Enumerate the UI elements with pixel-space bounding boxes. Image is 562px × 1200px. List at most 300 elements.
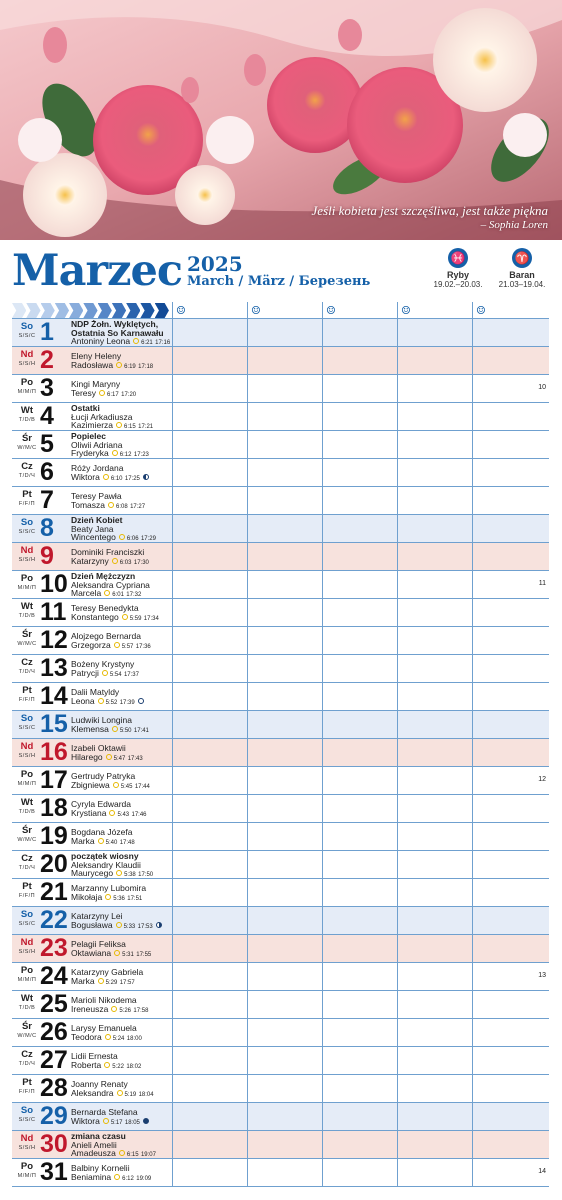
sunset-time: 18:05 bbox=[124, 1119, 140, 1126]
note-cell[interactable] bbox=[472, 851, 549, 878]
note-cell[interactable] bbox=[172, 599, 247, 626]
names-text: Izabeli Oktawii bbox=[71, 743, 126, 753]
note-cell[interactable] bbox=[322, 991, 397, 1018]
note-cell[interactable] bbox=[247, 1131, 322, 1158]
weekday-abbreviations: S/S/Н bbox=[18, 557, 36, 563]
note-cell[interactable] bbox=[172, 683, 247, 710]
note-cell[interactable] bbox=[397, 543, 472, 570]
weekday-name: Nd bbox=[20, 1133, 34, 1144]
name-day-line bbox=[71, 1005, 171, 1016]
weekday-abbreviations: W/M/С bbox=[17, 837, 37, 843]
note-cell[interactable] bbox=[247, 963, 322, 990]
note-cell[interactable] bbox=[397, 991, 472, 1018]
note-cell[interactable] bbox=[247, 1103, 322, 1130]
weekday-abbreviations: W/M/С bbox=[17, 1033, 37, 1039]
names-text: Marzanny Lubomira bbox=[71, 883, 147, 893]
note-cell[interactable] bbox=[172, 935, 247, 962]
quote-text: Jeśli kobieta jest szczęśliwa, jest także piękna bbox=[311, 203, 548, 218]
note-cell[interactable] bbox=[247, 543, 322, 570]
note-cell[interactable] bbox=[247, 907, 322, 934]
weekday-name: Śr bbox=[21, 1021, 33, 1032]
day-row bbox=[12, 487, 549, 515]
note-cell[interactable] bbox=[172, 1075, 247, 1102]
note-cell[interactable] bbox=[172, 487, 247, 514]
sunset-time: 17:55 bbox=[136, 951, 152, 958]
note-cell[interactable] bbox=[472, 907, 549, 934]
note-cell[interactable] bbox=[172, 1159, 247, 1186]
note-cell[interactable] bbox=[472, 879, 549, 906]
note-cell[interactable] bbox=[172, 403, 247, 430]
note-cell[interactable] bbox=[322, 963, 397, 990]
note-cell[interactable] bbox=[172, 459, 247, 486]
note-cell[interactable] bbox=[397, 795, 472, 822]
day-row bbox=[12, 795, 549, 823]
names-text: Teresy Benedykta bbox=[71, 603, 139, 613]
note-cell[interactable] bbox=[397, 1103, 472, 1130]
note-cell[interactable] bbox=[322, 431, 397, 458]
note-cell[interactable] bbox=[247, 347, 322, 374]
names-text: Fryderyka bbox=[71, 448, 109, 459]
note-cell[interactable] bbox=[247, 851, 322, 878]
sunrise-time: 6:15 bbox=[126, 1152, 139, 1159]
name-days bbox=[71, 996, 171, 1015]
note-cell[interactable] bbox=[322, 739, 397, 766]
note-cell[interactable] bbox=[472, 571, 549, 598]
note-cell[interactable] bbox=[397, 571, 472, 598]
aries-icon: ♈ bbox=[512, 248, 532, 268]
note-cell[interactable] bbox=[247, 431, 322, 458]
note-cell[interactable] bbox=[322, 571, 397, 598]
sun-icon bbox=[112, 558, 118, 564]
note-cell[interactable] bbox=[472, 739, 549, 766]
names-text: Mikołaja bbox=[71, 891, 103, 902]
note-cell[interactable] bbox=[397, 319, 472, 346]
note-cell[interactable] bbox=[397, 767, 472, 794]
name-days bbox=[71, 572, 171, 600]
holiday-text: Dzień Mężczyzn bbox=[71, 571, 136, 581]
day-row bbox=[12, 1103, 549, 1131]
note-cell[interactable] bbox=[472, 655, 549, 682]
day-number: 24 bbox=[40, 962, 68, 990]
sunset-time: 17:48 bbox=[119, 839, 135, 846]
names-text: Aleksandra Cypriana bbox=[71, 579, 150, 590]
note-cell[interactable] bbox=[322, 767, 397, 794]
sunrise-time: 5:17 bbox=[110, 1119, 123, 1126]
sunrise-time: 6:12 bbox=[119, 452, 132, 459]
day-number: 6 bbox=[40, 458, 54, 486]
note-cell[interactable] bbox=[397, 599, 472, 626]
sunrise-time: 5:47 bbox=[113, 755, 126, 762]
names-text: Pelagii Feliksa bbox=[71, 939, 126, 949]
note-cell[interactable] bbox=[172, 1019, 247, 1046]
day-row bbox=[12, 879, 549, 907]
arrow-band bbox=[12, 303, 169, 318]
note-cell[interactable] bbox=[322, 319, 397, 346]
name-days bbox=[71, 432, 171, 460]
weekday-abbreviations: M/M/П bbox=[17, 1173, 37, 1179]
note-cell[interactable] bbox=[172, 1103, 247, 1130]
note-cell[interactable] bbox=[397, 823, 472, 850]
note-cell[interactable] bbox=[172, 823, 247, 850]
week-number: 10 bbox=[538, 384, 546, 391]
note-cell[interactable] bbox=[472, 991, 549, 1018]
note-cell[interactable] bbox=[247, 711, 322, 738]
note-cell[interactable] bbox=[247, 1159, 322, 1186]
day-number: 13 bbox=[40, 654, 68, 682]
names-text: Łucji Arkadiusza bbox=[71, 411, 133, 422]
name-days bbox=[71, 1024, 171, 1043]
note-cell[interactable] bbox=[247, 487, 322, 514]
note-cell[interactable] bbox=[322, 879, 397, 906]
sun-icon bbox=[122, 614, 128, 620]
note-cell[interactable] bbox=[247, 935, 322, 962]
day-row bbox=[12, 543, 549, 571]
name-days bbox=[71, 884, 171, 903]
names-text: Balbiny Kornelii bbox=[71, 1163, 130, 1173]
name-days bbox=[71, 660, 171, 679]
note-cell[interactable] bbox=[247, 739, 322, 766]
note-cell[interactable] bbox=[472, 431, 549, 458]
sunrise-time: 6:21 bbox=[141, 340, 153, 347]
note-cell[interactable] bbox=[397, 431, 472, 458]
note-cell[interactable] bbox=[322, 515, 397, 542]
zodiac-name: Baran bbox=[509, 270, 535, 280]
note-cell[interactable] bbox=[172, 739, 247, 766]
sunset-time: 17:36 bbox=[135, 643, 151, 650]
note-cell[interactable] bbox=[322, 1047, 397, 1074]
note-cell[interactable] bbox=[397, 1159, 472, 1186]
note-cell[interactable] bbox=[322, 375, 397, 402]
holiday-text: NDP Żołn. Wyklętych, bbox=[71, 319, 159, 329]
note-cell[interactable] bbox=[472, 459, 549, 486]
note-cell[interactable] bbox=[322, 907, 397, 934]
note-cell[interactable] bbox=[397, 403, 472, 430]
sunrise-time: 5:24 bbox=[112, 1035, 125, 1042]
day-row bbox=[12, 1019, 549, 1047]
note-cell[interactable] bbox=[172, 655, 247, 682]
sun-icon bbox=[116, 922, 122, 928]
weekday-name: Wt bbox=[20, 797, 34, 808]
note-cell[interactable] bbox=[172, 907, 247, 934]
arrow-chevron bbox=[26, 303, 40, 318]
names-text: Roberta bbox=[71, 1059, 102, 1070]
note-cell[interactable] bbox=[322, 543, 397, 570]
name-day-line bbox=[71, 1117, 171, 1128]
note-cell[interactable] bbox=[247, 515, 322, 542]
sunset-time: 17:25 bbox=[124, 475, 140, 482]
note-cell[interactable] bbox=[472, 599, 549, 626]
arrow-chevron bbox=[155, 303, 169, 318]
note-cell[interactable] bbox=[322, 1159, 397, 1186]
name-days bbox=[71, 1052, 171, 1071]
day-number: 16 bbox=[40, 738, 68, 766]
weekday-name: Po bbox=[20, 965, 34, 976]
name-day-line bbox=[71, 1033, 171, 1044]
note-cell[interactable] bbox=[247, 599, 322, 626]
note-cell[interactable] bbox=[472, 347, 549, 374]
weekday-abbreviations: S/S/Н bbox=[18, 753, 36, 759]
note-cell[interactable] bbox=[247, 1047, 322, 1074]
names-text: Beniamina bbox=[71, 1171, 112, 1182]
pisces-icon: ♓ bbox=[448, 248, 468, 268]
sunrise-time: 5:36 bbox=[113, 895, 125, 902]
names-text: Wiktora bbox=[71, 1115, 100, 1126]
note-cell[interactable] bbox=[322, 935, 397, 962]
note-cell[interactable] bbox=[247, 375, 322, 402]
note-cell[interactable] bbox=[397, 739, 472, 766]
day-number: 17 bbox=[40, 766, 68, 794]
note-cell[interactable] bbox=[322, 683, 397, 710]
note-cell[interactable] bbox=[397, 1047, 472, 1074]
day-number: 30 bbox=[40, 1130, 68, 1158]
sunset-time: 17:43 bbox=[127, 755, 143, 762]
person-column-5: ☺ bbox=[472, 302, 549, 319]
names-text: Cyryla Edwarda bbox=[71, 799, 131, 809]
note-cell[interactable] bbox=[322, 1103, 397, 1130]
weekday-name: Pt bbox=[22, 1077, 32, 1088]
note-cell[interactable] bbox=[472, 515, 549, 542]
note-cell[interactable] bbox=[172, 627, 247, 654]
name-day-line bbox=[71, 613, 171, 624]
sunrise-time: 6:12 bbox=[122, 1175, 134, 1182]
day-row bbox=[12, 1131, 549, 1159]
note-cell[interactable] bbox=[172, 571, 247, 598]
weekday-name: So bbox=[20, 321, 34, 332]
weekday-abbreviations: T/D/В bbox=[18, 809, 36, 815]
names-text: Larysy Emanuela bbox=[71, 1023, 137, 1033]
note-cell[interactable] bbox=[172, 767, 247, 794]
note-cell[interactable] bbox=[472, 1075, 549, 1102]
weekday-abbreviations: S/S/C bbox=[18, 1117, 36, 1123]
weekday-abbreviations: F/F/П bbox=[18, 1089, 36, 1095]
note-cell[interactable] bbox=[397, 655, 472, 682]
name-days bbox=[71, 800, 171, 819]
weekday-abbreviations: S/S/C bbox=[18, 529, 36, 535]
sunset-time: 19:09 bbox=[136, 1175, 152, 1182]
note-cell[interactable] bbox=[172, 1047, 247, 1074]
note-cell[interactable] bbox=[472, 1131, 549, 1158]
moon-phase-icon bbox=[156, 922, 162, 928]
note-cell[interactable] bbox=[397, 1075, 472, 1102]
weekday-name: Nd bbox=[20, 349, 34, 360]
note-cell[interactable] bbox=[472, 683, 549, 710]
sunrise-time: 5:19 bbox=[124, 1091, 137, 1098]
names-text: Hilarego bbox=[71, 751, 103, 762]
weekday-name: Śr bbox=[21, 433, 33, 444]
sun-icon bbox=[113, 782, 119, 788]
note-cell[interactable] bbox=[247, 767, 322, 794]
weekday-name: So bbox=[20, 1105, 34, 1116]
weekday-name: Pt bbox=[22, 881, 32, 892]
names-text: Lidii Ernesta bbox=[71, 1051, 118, 1061]
note-cell[interactable] bbox=[322, 627, 397, 654]
holiday-text: Ostatki bbox=[71, 403, 100, 413]
note-cell[interactable] bbox=[322, 795, 397, 822]
note-cell[interactable] bbox=[172, 711, 247, 738]
name-days bbox=[71, 604, 171, 623]
names-text: Joanny Renaty bbox=[71, 1079, 128, 1089]
note-cell[interactable] bbox=[172, 963, 247, 990]
note-cell[interactable] bbox=[397, 347, 472, 374]
sunrise-time: 5:31 bbox=[122, 951, 134, 958]
name-days bbox=[71, 492, 171, 511]
note-cell[interactable] bbox=[172, 543, 247, 570]
calendar-header bbox=[0, 240, 562, 300]
note-cell[interactable] bbox=[322, 487, 397, 514]
note-cell[interactable] bbox=[472, 935, 549, 962]
name-day-line bbox=[71, 809, 171, 820]
note-cell[interactable] bbox=[322, 599, 397, 626]
note-cell[interactable] bbox=[172, 515, 247, 542]
names-text: Amadeusza bbox=[71, 1148, 116, 1159]
sun-icon bbox=[104, 590, 110, 596]
note-cell[interactable] bbox=[247, 795, 322, 822]
day-row bbox=[12, 963, 549, 991]
note-cell[interactable] bbox=[172, 347, 247, 374]
note-cell[interactable] bbox=[172, 879, 247, 906]
note-cell[interactable] bbox=[472, 487, 549, 514]
note-cell[interactable] bbox=[322, 823, 397, 850]
sun-icon bbox=[117, 1090, 123, 1096]
note-cell[interactable] bbox=[172, 431, 247, 458]
day-number: 15 bbox=[40, 710, 68, 738]
name-days bbox=[71, 632, 171, 651]
note-cell[interactable] bbox=[472, 543, 549, 570]
note-cell[interactable] bbox=[397, 627, 472, 654]
note-cell[interactable] bbox=[397, 879, 472, 906]
names-text: Teresy bbox=[71, 387, 97, 398]
note-cell[interactable] bbox=[172, 375, 247, 402]
sunrise-time: 6:17 bbox=[107, 391, 119, 398]
sunrise-time: 6:15 bbox=[124, 424, 136, 431]
note-cell[interactable] bbox=[172, 795, 247, 822]
note-cell[interactable] bbox=[247, 403, 322, 430]
note-cell[interactable] bbox=[172, 319, 247, 346]
note-cell[interactable] bbox=[397, 907, 472, 934]
names-text: Antoniny Leona bbox=[71, 336, 131, 347]
name-days bbox=[71, 404, 171, 432]
sunset-time: 17:58 bbox=[133, 1007, 149, 1014]
note-cell[interactable] bbox=[472, 711, 549, 738]
note-cell[interactable] bbox=[247, 683, 322, 710]
note-cell[interactable] bbox=[472, 627, 549, 654]
note-cell[interactable] bbox=[247, 991, 322, 1018]
weekday-abbreviations: T/D/Ч bbox=[18, 1061, 36, 1067]
arrow-chevron bbox=[126, 303, 140, 318]
weekday-abbreviations: F/F/П bbox=[18, 697, 36, 703]
note-cell[interactable] bbox=[397, 963, 472, 990]
note-cell[interactable] bbox=[472, 1047, 549, 1074]
note-cell[interactable] bbox=[247, 1075, 322, 1102]
name-days bbox=[71, 852, 171, 880]
day-row bbox=[12, 683, 549, 711]
weekday-name: Cz bbox=[21, 461, 33, 472]
sunset-time: 17:23 bbox=[133, 452, 149, 459]
note-cell[interactable] bbox=[322, 851, 397, 878]
names-text: Bogdana Józefa bbox=[71, 827, 133, 837]
note-cell[interactable] bbox=[247, 627, 322, 654]
moon-phase-icon bbox=[138, 698, 144, 704]
note-cell[interactable] bbox=[322, 1075, 397, 1102]
note-cell[interactable] bbox=[322, 655, 397, 682]
note-cell[interactable] bbox=[397, 487, 472, 514]
names-text: Beaty Jana bbox=[71, 523, 114, 534]
weekday-name: Po bbox=[20, 769, 34, 780]
note-cell[interactable] bbox=[247, 571, 322, 598]
note-cell[interactable] bbox=[322, 1019, 397, 1046]
note-cell[interactable] bbox=[397, 1131, 472, 1158]
note-cell[interactable] bbox=[472, 823, 549, 850]
sun-icon bbox=[114, 950, 120, 956]
sunset-time: 17:21 bbox=[138, 424, 154, 431]
sunrise-time: 5:38 bbox=[124, 872, 136, 879]
name-days bbox=[71, 380, 171, 399]
day-row bbox=[12, 599, 549, 627]
note-cell[interactable] bbox=[472, 319, 549, 346]
note-cell[interactable] bbox=[397, 851, 472, 878]
note-cell[interactable] bbox=[172, 1131, 247, 1158]
note-cell[interactable] bbox=[397, 935, 472, 962]
name-day-line bbox=[71, 893, 171, 904]
note-cell[interactable] bbox=[247, 655, 322, 682]
sunset-time: 18:04 bbox=[138, 1091, 154, 1098]
note-cell[interactable] bbox=[322, 711, 397, 738]
name-day-line bbox=[71, 753, 171, 764]
names-text: Kingi Maryny bbox=[71, 379, 121, 389]
note-cell[interactable] bbox=[397, 711, 472, 738]
weekday-abbreviations: T/D/Ч bbox=[18, 473, 36, 479]
note-cell[interactable] bbox=[172, 851, 247, 878]
zodiac-name: Ryby bbox=[446, 270, 469, 280]
note-cell[interactable] bbox=[472, 403, 549, 430]
day-row bbox=[12, 1075, 549, 1103]
weekday-name: Śr bbox=[21, 629, 33, 640]
sunset-time: 17:27 bbox=[130, 503, 146, 510]
names-text: Marka bbox=[71, 975, 95, 986]
note-cell[interactable] bbox=[247, 319, 322, 346]
note-cell[interactable] bbox=[322, 403, 397, 430]
note-cell[interactable] bbox=[472, 1103, 549, 1130]
note-cell[interactable] bbox=[247, 823, 322, 850]
note-cell[interactable] bbox=[322, 1131, 397, 1158]
note-cell[interactable] bbox=[322, 459, 397, 486]
note-cell[interactable] bbox=[397, 683, 472, 710]
note-cell[interactable] bbox=[172, 991, 247, 1018]
arrow-chevron bbox=[55, 303, 69, 318]
note-cell[interactable] bbox=[472, 795, 549, 822]
name-days bbox=[71, 1108, 171, 1127]
day-number: 19 bbox=[40, 822, 68, 850]
name-day-line bbox=[71, 1173, 171, 1184]
note-cell[interactable] bbox=[397, 1019, 472, 1046]
weekday-abbreviations: F/F/П bbox=[18, 893, 36, 899]
note-cell[interactable] bbox=[322, 347, 397, 374]
day-row bbox=[12, 627, 549, 655]
note-cell[interactable] bbox=[247, 459, 322, 486]
note-cell[interactable] bbox=[472, 1019, 549, 1046]
note-cell[interactable] bbox=[397, 375, 472, 402]
note-cell[interactable] bbox=[397, 459, 472, 486]
day-number: 4 bbox=[40, 402, 54, 430]
names-text: Eleny Heleny bbox=[71, 351, 122, 361]
names-text: Konstantego bbox=[71, 611, 119, 622]
note-cell[interactable] bbox=[247, 879, 322, 906]
names-text: Aleksandra bbox=[71, 1087, 114, 1098]
note-cell[interactable] bbox=[247, 1019, 322, 1046]
note-cell[interactable] bbox=[397, 515, 472, 542]
sunset-time: 17:57 bbox=[119, 979, 135, 986]
weekday-abbreviations: S/S/C bbox=[18, 725, 36, 731]
